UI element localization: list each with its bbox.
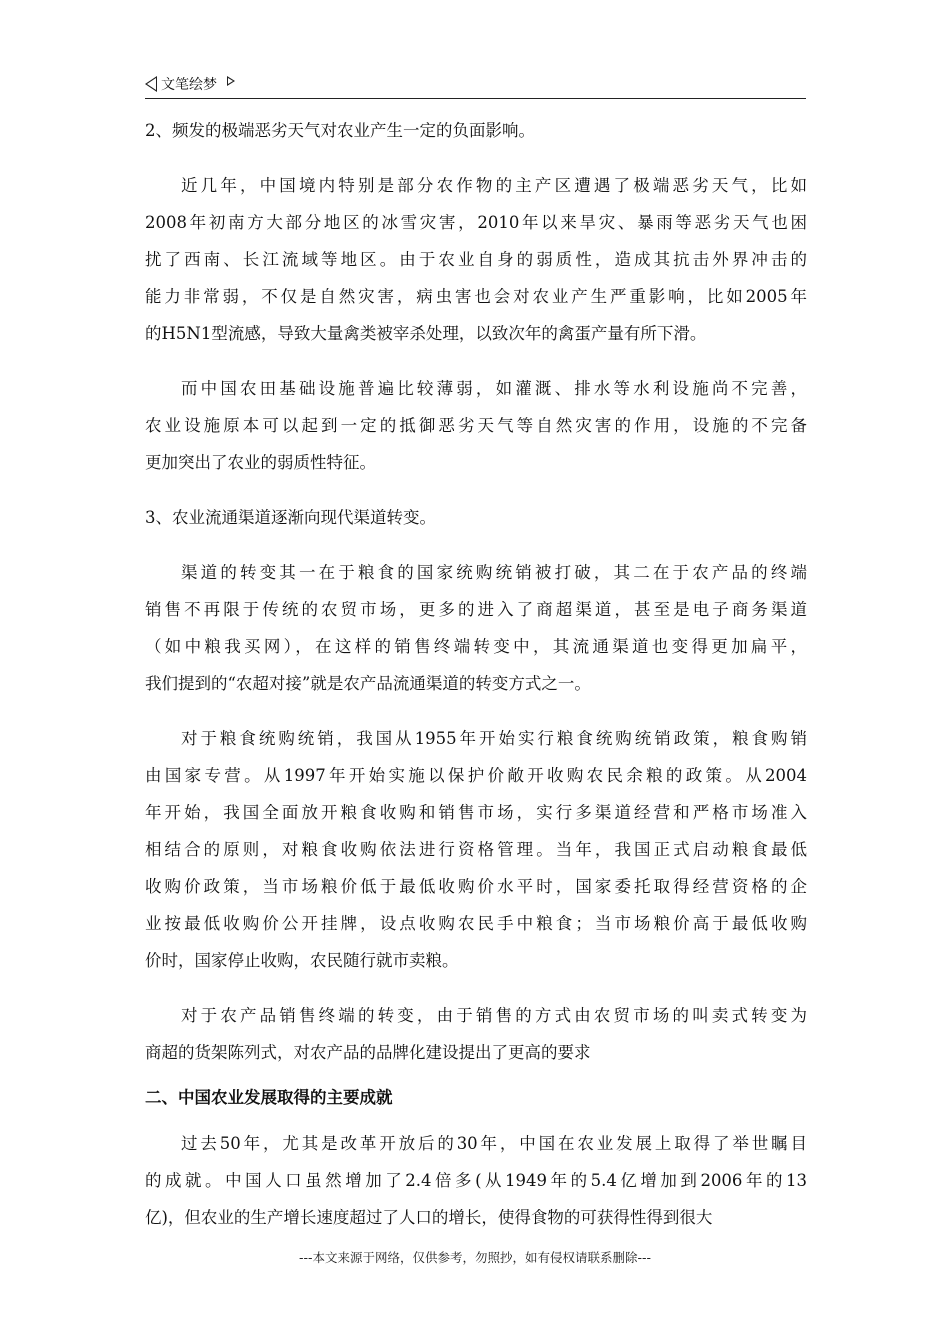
paragraph [145,554,807,702]
text-line: 农业设施原本可以起到一定的抵御恶劣天气等自然灾害的作用，设施的不完备 [145,416,807,435]
paragraph [145,997,807,1071]
left-triangle-icon [145,76,157,92]
text-line: 2、频发的极端恶劣天气对农业产生一定的负面影响。 [145,121,535,140]
paragraph-gap [145,979,807,997]
text-line: 商超的货架陈列式，对农产品的品牌化建设提出了更高的要求 [145,1043,591,1062]
page-header [145,70,806,99]
text-line: （如中粮我买网），在这样的销售终端转变中，其流通渠道也变得更加扁平， [145,637,807,656]
paragraph-gap [145,352,807,370]
section-heading: 二、中国农业发展取得的主要成就 [145,1088,393,1107]
text-line: 业按最低收购价公开挂牌，设点收购农民手中粮食；当市场粮价高于最低收购 [145,914,807,933]
text-line: 渠道的转变其一在于粮食的国家统购统销被打破，其二在于农产品的终端 [181,563,807,582]
paragraph-gap [145,1071,807,1083]
text-line: 的H5N1型流感，导致大量禽类被宰杀处理，以致次年的禽蛋产量有所下滑。 [145,324,707,343]
text-line: 由国家专营。从1997年开始实施以保护价敞开收购农民余粮的政策。从2004 [145,766,807,785]
text-line: 销售不再限于传统的农贸市场，更多的进入了商超渠道，甚至是电子商务渠道 [145,600,807,619]
text-line: 而中国农田基础设施普遍比较薄弱，如灌溉、排水等水利设施尚不完善， [181,379,807,398]
footer-disclaimer: ---本文来源于网络，仅供参考，勿照抄，如有侵权请联系删除--- [298,1250,652,1265]
brand [145,74,235,94]
paragraph [145,112,807,149]
paragraph-gap [145,481,807,499]
paragraph-gap [145,149,807,167]
text-line: 2008年初南方大部分地区的冰雪灾害，2010年以来旱灾、暴雨等恶劣天气也困 [145,213,807,232]
paragraph [145,370,807,481]
right-triangle-icon [227,76,235,86]
text-line: 3、农业流通渠道逐渐向现代渠道转变。 [145,508,436,527]
text-line: 年开始，我国全面放开粮食收购和销售市场，实行多渠道经营和严格市场准入 [145,803,807,822]
text-line: 收购价政策，当市场粮价低于最低收购价水平时，国家委托取得经营资格的企 [145,877,807,896]
paragraph-gap [145,1113,807,1125]
paragraph [145,499,807,536]
text-line: 能力非常弱，不仅是自然灾害，病虫害也会对农业产生严重影响，比如2005年 [145,287,807,306]
text-line: 近几年，中国境内特别是部分农作物的主产区遭遇了极端恶劣天气，比如 [181,176,807,195]
text-line: 过去50年，尤其是改革开放后的30年，中国在农业发展上取得了举世瞩目 [181,1134,807,1153]
paragraph-gap [145,536,807,554]
paragraph [145,167,807,352]
paragraph [145,1125,807,1236]
brand-name: 文笔绘梦 [161,77,217,93]
text-line: 相结合的原则，对粮食收购依法进行资格管理。当年，我国正式启动粮食最低 [145,840,807,859]
paragraph [145,720,807,979]
text-line: 扰了西南、长江流域等地区。由于农业自身的弱质性，造成其抗击外界冲击的 [145,250,807,269]
text-line: 对于粮食统购统销，我国从1955年开始实行粮食统购统销政策，粮食购销 [181,729,807,748]
text-line: 的成就。中国人口虽然增加了2.4倍多(从1949年的5.4亿增加到2006年的13 [145,1171,807,1190]
text-line: 对于农产品销售终端的转变，由于销售的方式由农贸市场的叫卖式转变为 [181,1006,807,1025]
text-line: 更加突出了农业的弱质性特征。 [145,453,376,472]
paragraph-gap [145,702,807,720]
document-body [145,112,807,1236]
text-line: 我们提到的“农超对接”就是农产品流通渠道的转变方式之一。 [145,674,591,693]
text-line: 价时，国家停止收购，农民随行就市卖粮。 [145,951,459,970]
text-line: 亿)，但农业的生产增长速度超过了人口的增长，使得食物的可获得性得到很大 [145,1208,713,1227]
